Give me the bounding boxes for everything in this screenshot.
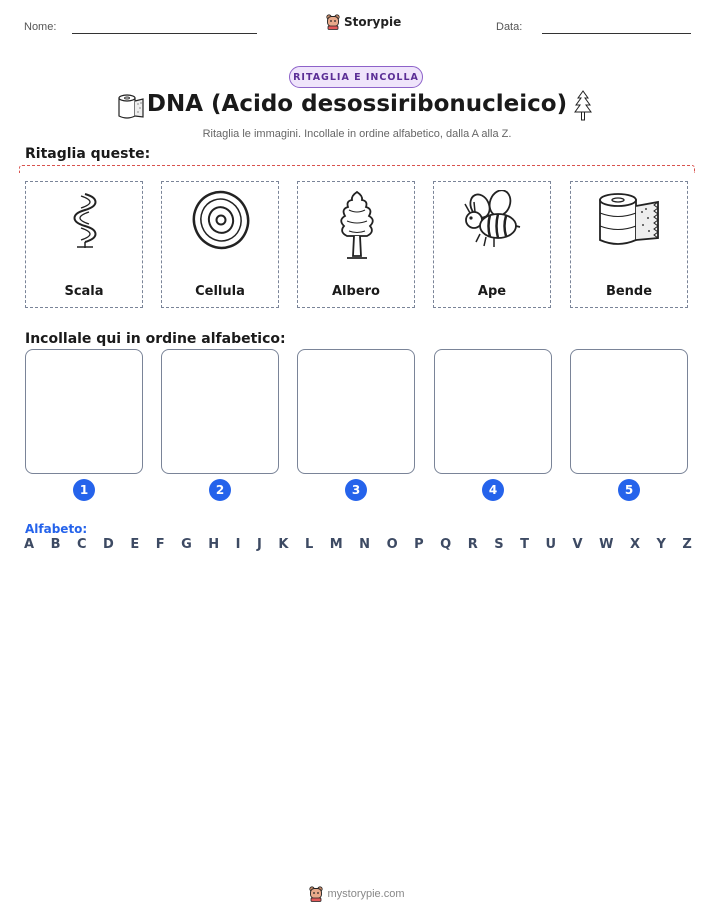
alphabet-letter: F xyxy=(155,537,165,552)
footer-url[interactable]: mystorypie.com xyxy=(327,888,405,900)
instructions: Ritaglia le immagini. Incollale in ordine alfabetico, dalla A alla Z. xyxy=(202,128,512,140)
alphabet-letter: K xyxy=(278,537,289,552)
activity-badge: RITAGLIA E INCOLLA xyxy=(289,66,423,88)
alphabet-letter: N xyxy=(359,537,371,552)
alphabet-letter: H xyxy=(208,537,220,552)
alphabet-label: Alfabeto: xyxy=(25,522,88,536)
bear-logo-icon xyxy=(326,14,340,30)
alphabet-row xyxy=(24,537,692,552)
date-label: Data: xyxy=(496,21,523,33)
slot-number: 4 xyxy=(482,479,504,501)
cut-card-label: Scala xyxy=(64,284,104,299)
cut-card-label: Bende xyxy=(605,284,653,299)
alphabet-letter: A xyxy=(24,537,35,552)
alphabet-letter: C xyxy=(76,537,87,552)
paste-box-5[interactable] xyxy=(570,349,688,474)
alphabet-letter: Y xyxy=(656,537,666,552)
paste-heading: Incollale qui in ordine alfabetico: xyxy=(25,331,286,347)
brand-name: Storypie xyxy=(344,15,402,29)
alphabet-letter: Z xyxy=(682,537,692,552)
cut-card-bende[interactable] xyxy=(570,181,688,308)
cut-card-label: Ape xyxy=(477,284,507,299)
bee-icon xyxy=(460,190,524,254)
alphabet-letter: E xyxy=(130,537,140,552)
alphabet-letter: Q xyxy=(440,537,452,552)
paste-box-4[interactable] xyxy=(434,349,552,474)
alphabet-letter: W xyxy=(599,537,614,552)
paste-box-1[interactable] xyxy=(25,349,143,474)
alphabet-letter: T xyxy=(520,537,529,552)
alphabet-letter: M xyxy=(329,537,343,552)
alphabet-letter: J xyxy=(257,537,262,552)
alphabet-letter: L xyxy=(304,537,314,552)
spiral-staircase-icon xyxy=(55,190,115,250)
alphabet-letter: U xyxy=(545,537,557,552)
brand-logo xyxy=(326,14,401,30)
slot-number: 1 xyxy=(73,479,95,501)
alphabet-letter: G xyxy=(181,537,192,552)
cut-heading: Ritaglia queste: xyxy=(25,146,151,162)
cut-card-label: Cellula xyxy=(195,284,245,299)
date-line[interactable] xyxy=(542,33,691,34)
cut-card-cellula[interactable] xyxy=(161,181,279,308)
paste-box-3[interactable] xyxy=(297,349,415,474)
alphabet-letter: D xyxy=(103,537,114,552)
alphabet-letter: X xyxy=(629,537,640,552)
cell-icon xyxy=(191,190,251,250)
tree-icon xyxy=(573,90,593,122)
paste-box-2[interactable] xyxy=(161,349,279,474)
page-title: DNA (Acido desossiribonucleico) xyxy=(146,91,568,117)
alphabet-letter: P xyxy=(414,537,424,552)
bear-logo-icon xyxy=(309,886,323,902)
slot-number: 2 xyxy=(209,479,231,501)
cut-card-label: Albero xyxy=(332,284,380,299)
alphabet-letter: R xyxy=(467,537,478,552)
bandage-roll-icon xyxy=(596,190,664,250)
name-line[interactable] xyxy=(72,33,257,34)
alphabet-letter: I xyxy=(235,537,241,552)
footer xyxy=(0,886,714,902)
cut-card-scala[interactable] xyxy=(25,181,143,308)
tree-icon xyxy=(327,190,387,262)
cut-card-ape[interactable] xyxy=(433,181,551,308)
alphabet-letter: V xyxy=(572,537,583,552)
name-label: Nome: xyxy=(24,21,57,33)
cut-line xyxy=(19,165,695,173)
alphabet-letter: O xyxy=(386,537,398,552)
alphabet-letter: B xyxy=(50,537,61,552)
alphabet-letter: S xyxy=(494,537,504,552)
cut-card-albero[interactable] xyxy=(297,181,415,308)
slot-number: 5 xyxy=(618,479,640,501)
slot-number: 3 xyxy=(345,479,367,501)
